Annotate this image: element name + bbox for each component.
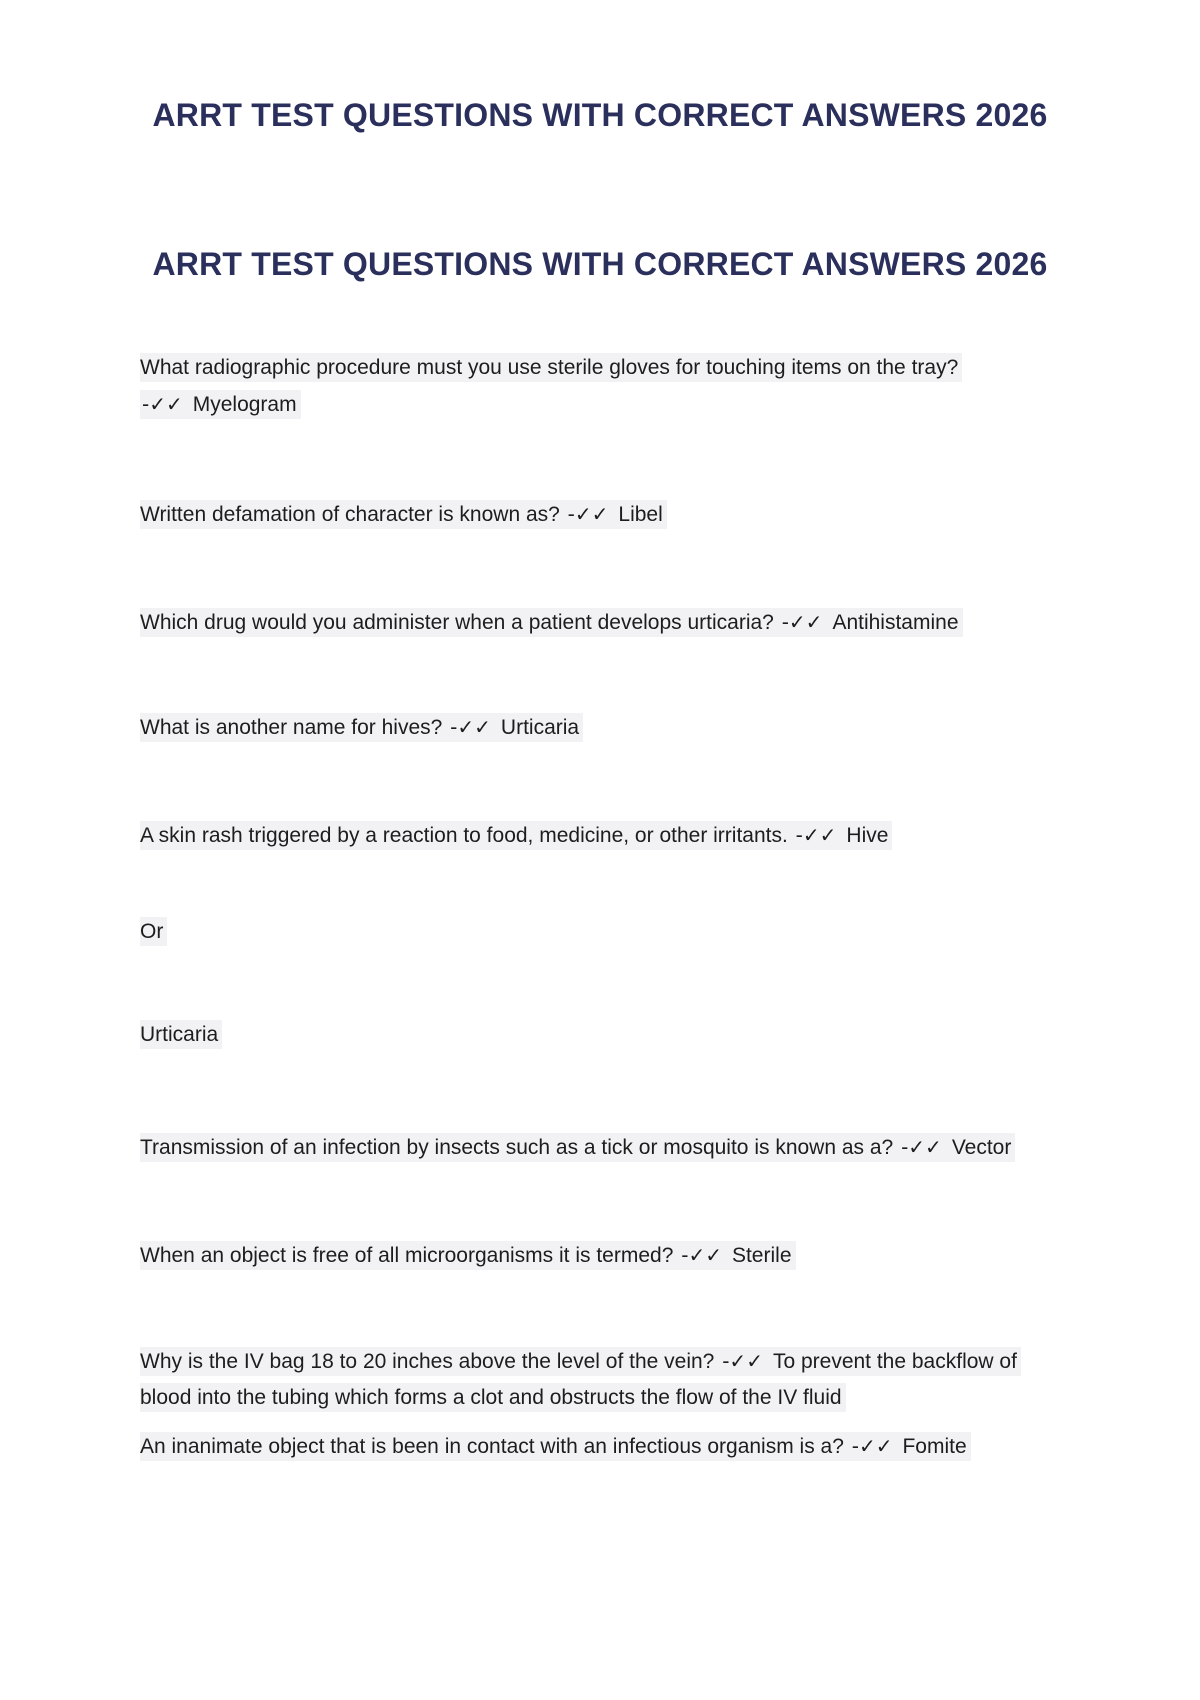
answer-text: Libel <box>618 503 663 526</box>
continuation-text: Urticaria <box>140 1020 222 1049</box>
answer-text: To prevent the backflow of blood into the tubing which forms a clot and obstructs the flow of the IV fluid <box>140 1350 1017 1409</box>
checkmark-separator: -✓✓ <box>142 392 183 416</box>
question-text: Why is the IV bag 18 to 20 inches above the level of the vein? <box>140 1350 715 1373</box>
checkmark-separator: -✓✓ <box>901 1135 942 1159</box>
checkmark-separator: -✓✓ <box>567 502 609 526</box>
question-text: What is another name for hives? <box>140 716 443 739</box>
question-text: Transmission of an infection by insects such as a tick or mosquito is known as a? <box>140 1136 894 1159</box>
answer-text: Vector <box>951 1136 1012 1159</box>
checkmark-separator: -✓✓ <box>681 1243 722 1267</box>
qa-item <box>140 1237 796 1274</box>
answer-text: Hive <box>846 824 889 847</box>
question-text: Written defamation of character is known as? <box>140 503 560 526</box>
qa-item <box>140 604 963 641</box>
checkmark-separator: -✓✓ <box>781 610 823 634</box>
question-text: A skin rash triggered by a reaction to food, medicine, or other irritants. <box>140 824 788 847</box>
checkmark-separator: -✓✓ <box>851 1434 893 1458</box>
answer-text: Urticaria <box>500 716 580 739</box>
qa-item <box>140 350 1060 423</box>
qa-item <box>140 1428 971 1465</box>
answer-continuation <box>140 1017 222 1053</box>
checkmark-separator: -✓✓ <box>722 1349 763 1373</box>
question-text: When an object is free of all microorganisms it is termed? <box>140 1244 674 1267</box>
checkmark-separator: -✓✓ <box>795 823 837 847</box>
qa-item <box>140 817 892 854</box>
document-title: ARRT TEST QUESTIONS WITH CORRECT ANSWERS 2026 <box>152 97 1048 133</box>
document-title-repeat: ARRT TEST QUESTIONS WITH CORRECT ANSWERS 2026 <box>152 246 1048 282</box>
question-text: An inanimate object that is been in contact with an infectious organism is a? <box>140 1435 844 1458</box>
qa-item <box>140 496 667 533</box>
continuation-text: Or <box>140 917 167 946</box>
answer-text: Antihistamine <box>832 611 959 634</box>
question-text: Which drug would you administer when a patient develops urticaria? <box>140 611 774 634</box>
checkmark-separator: -✓✓ <box>450 715 491 739</box>
answer-continuation <box>140 914 167 950</box>
qa-item <box>140 1129 1015 1166</box>
answer-text: Fomite <box>902 1435 967 1458</box>
answer-text: Myelogram <box>192 393 297 416</box>
qa-item <box>140 1343 1060 1416</box>
answer-text: Sterile <box>731 1244 792 1267</box>
qa-item <box>140 709 583 746</box>
question-text: What radiographic procedure must you use sterile gloves for touching items on the tray? <box>140 356 959 379</box>
